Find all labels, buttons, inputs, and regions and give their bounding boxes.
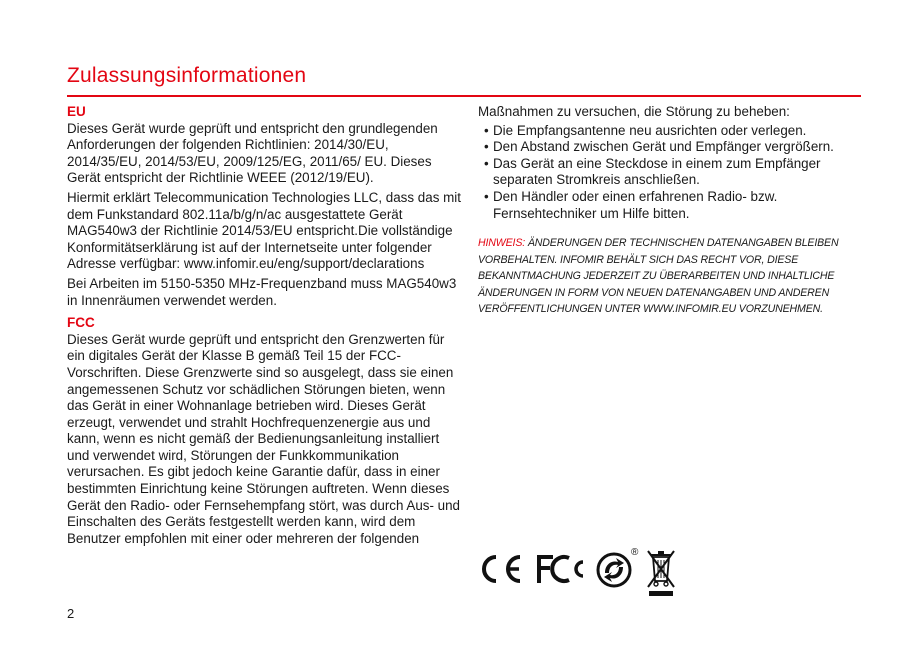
- notice-block: [478, 235, 863, 318]
- ce-mark-icon: [475, 553, 525, 585]
- certification-logos: [475, 545, 695, 600]
- list-item: • Den Händler oder einen erfahrenen Radio- bzw. Fernsehtechniker um Hilfe bitten.: [484, 189, 863, 222]
- fcc-paragraph-continued: Maßnahmen zu versuchen, die Störung zu beheben:: [478, 104, 790, 119]
- fcc-measures-list: [478, 123, 863, 223]
- left-column: [67, 104, 462, 549]
- list-item: • Die Empfangsantenne neu ausrichten oder verlegen.: [484, 123, 863, 140]
- notice-label: HINWEIS:: [478, 237, 526, 250]
- list-item: • Das Gerät an eine Steckdose in einem zum Empfänger separaten Stromkreis anschließen.: [484, 156, 863, 189]
- eu-paragraph-3: Bei Arbeiten im 5150-5350 MHz-Frequenzband muss MAG540w3 in Innenräumen verwendet werden.: [67, 275, 457, 308]
- eu-paragraph-1: Dieses Gerät wurde geprüft und entspricht den grundlegenden Anforderungen der folgenden Richtlinien: 2014/30/EU, 2014/35/EU, 2014/53/EU, 2009/125/EG, 2011/65/ EU. Dieses Gerät entspricht der Richtlinie WEEE (2012/19/EU).: [67, 120, 438, 186]
- title-divider: [67, 95, 861, 97]
- eu-paragraph-2: Hiermit erklärt Telecommunication Technologies LLC, dass das mit dem Funkstandard 802.11a/b/g/n/ac ausgestattete Gerät MAG540w3 der Richtlinie 2014/53/EU entspricht.Die vollständige Konformitätserklärung ist auf der Internetseite unter folgender Adresse verfügbar: www.infomir.eu/eng/support/declarations: [67, 189, 461, 272]
- weee-bin-icon: [643, 545, 679, 599]
- page-title: Zulassungsinformationen: [67, 64, 307, 87]
- notice-text: ÄNDERUNGEN DER TECHNISCHEN DATENANGABEN BLEIBEN VORBEHALTEN. INFOMIR BEHÄLT SICH DAS RECHT VOR, DIESE BEKANNTMACHUNG JEDERZEIT ZU ÜBERARBEITEN UND INHALTLICHE ÄNDERUNGEN IN FORM VON NEUEN DATENANGABEN UND ANDEREN VERÖFFENTLICHUNGEN UNTER WWW.INFOMIR.EU VORZUNEHMEN.: [478, 237, 839, 316]
- page-number: 2: [67, 606, 75, 621]
- fcc-logo-icon: [535, 553, 587, 585]
- fcc-paragraph-1: Dieses Gerät wurde geprüft und entspricht den Grenzwerten für ein digitales Gerät der Klasse B gemäß Teil 15 der FCC-Vorschriften. Diese Grenzwerte sind so ausgelegt, dass sie einen angemessenen Schutz vor schädlichen Störungen bieten, wenn das Gerät in einer Wohnanlage betrieben wird. Dieses Gerät erzeugt, verwendet und strahlt Hochfrequenzenergie aus und kann, wenn es nicht gemäß der Bedienungsanleitung installiert und verwendet wird, Störungen der Funkkommunikation verursachen. Es gibt jedoch keine Garantie dafür, dass in einer bestimmten Einrichtung keine Störungen auftreten. Wenn dieses Gerät den Radio- oder Fernsehempfang stört, was durch Aus- und Einschalten des Geräts festgestellt werden kann, wird dem Benutzer empfohlen mit einer oder mehreren der folgenden: [67, 331, 461, 546]
- green-dot-icon: [595, 551, 633, 589]
- fcc-heading: FCC: [67, 315, 95, 331]
- registered-mark: ®: [631, 547, 639, 558]
- list-item: • Den Abstand zwischen Gerät und Empfänger vergrößern.: [484, 139, 863, 156]
- eu-heading: EU: [67, 104, 86, 119]
- right-column: [478, 104, 863, 318]
